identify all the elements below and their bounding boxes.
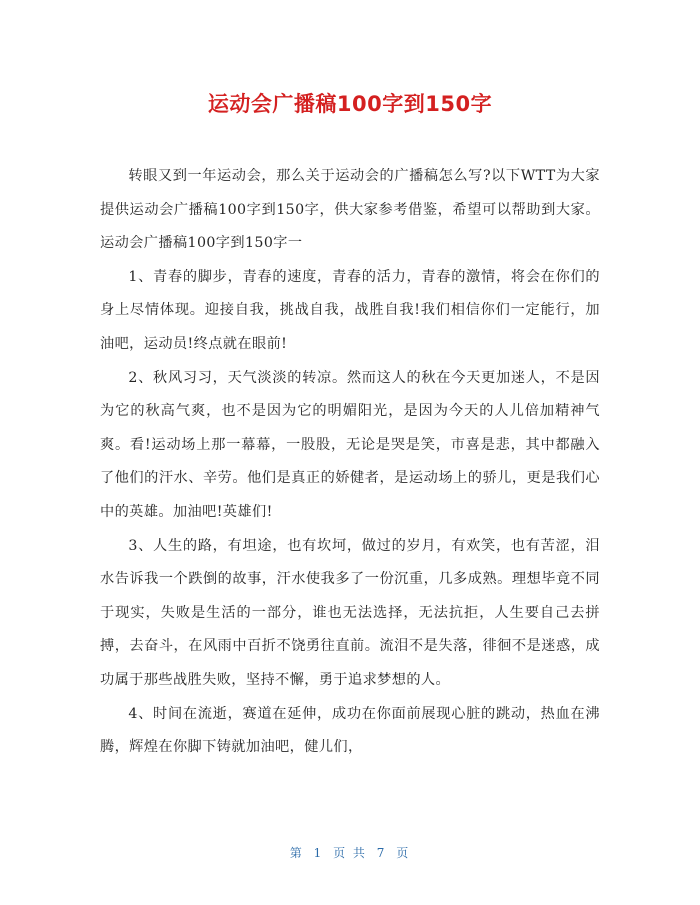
footer-total-pages: 7 xyxy=(376,846,387,860)
footer-page-number: 1 xyxy=(313,846,324,860)
page-footer xyxy=(0,844,700,861)
paragraph-3: 3、人生的路，有坦途，也有坎坷，做过的岁月，有欢笑，也有苦涩，泪水告诉我一个跌倒的故事，汗水使我多了一份沉重，几多成熟。理想毕竟不同于现实，失败是生活的一部分，谁也无法选择，无法抗拒，人生要自己去拼搏，去奋斗，在风雨中百折不饶勇往直前。流泪不是失落，徘徊不是迷惑，成功属于那些战胜失败，坚持不懈，勇于追求梦想的人。 xyxy=(100,537,600,688)
paragraph-2: 2、秋风习习，天气淡淡的转凉。然而这人的秋在今天更加迷人，不是因为它的秋高气爽，也不是因为它的明媚阳光，是因为今天的人儿倍加精神气爽。看!运动场上那一幕幕，一股股，无论是哭是笑，市喜是悲，其中都融入了他们的汗水、辛劳。他们是真正的娇健者，是运动场上的骄儿，更是我们心中的英雄。加油吧!英雄们! xyxy=(100,369,600,520)
paragraph-intro: 转眼又到一年运动会，那么关于运动会的广播稿怎么写?以下WTT为大家提供运动会广播稿100字到150字，供大家参考借鉴，希望可以帮助到大家。运动会广播稿100字到150字一 xyxy=(100,168,600,252)
paragraph-1: 1、青春的脚步，青春的速度，青春的活力，青春的激情，将会在你们的身上尽情体现。迎接自我，挑战自我，战胜自我!我们相信你们一定能行，加油吧，运动员!终点就在眼前! xyxy=(100,268,600,352)
footer-prefix: 第 xyxy=(289,846,304,860)
footer-middle: 页 共 xyxy=(333,846,367,860)
paragraph-4: 4、时间在流逝，赛道在延伸，成功在你面前展现心脏的跳动，热血在沸腾，辉煌在你脚下铸就加油吧，健儿们， xyxy=(100,705,600,756)
document-body xyxy=(100,160,600,765)
document-title: 运动会广播稿100字到150字 xyxy=(207,92,493,116)
footer-suffix: 页 xyxy=(396,846,411,860)
